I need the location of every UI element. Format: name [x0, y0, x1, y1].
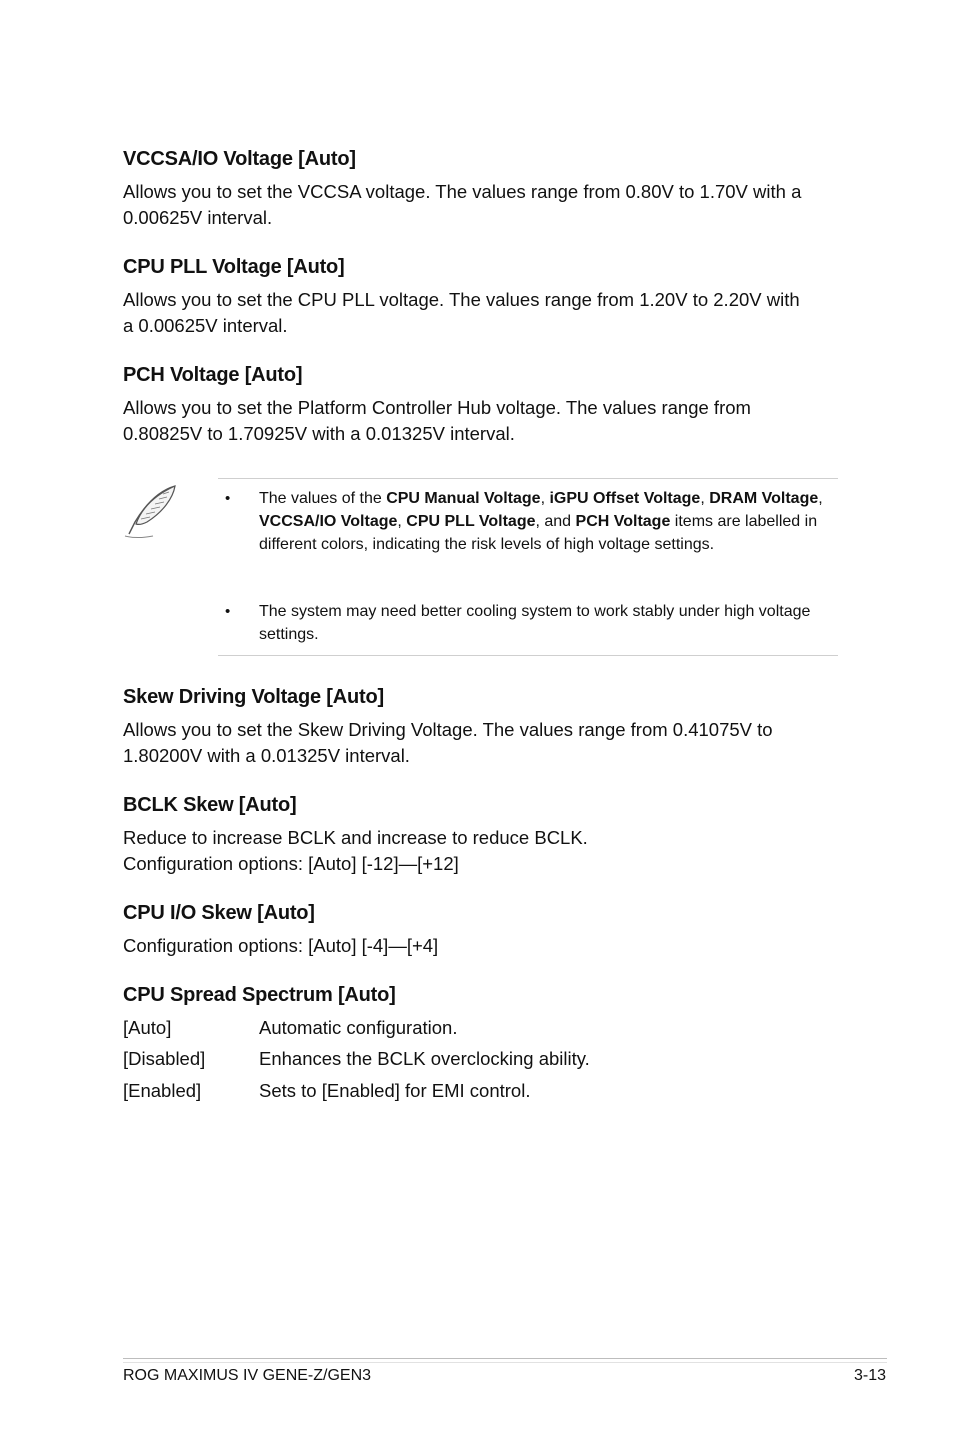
section-text-cpu-io-skew: Configuration options: [Auto] [-4]—[+4]: [123, 935, 439, 956]
option-description: Sets to [Enabled] for EMI control.: [259, 1080, 531, 1101]
section-text-skew-driving: Allows you to set the Skew Driving Voltage. The values range from 0.41075V to 1.80200V with a 0.01325V interval.: [123, 719, 773, 766]
option-key: [Disabled]: [123, 1048, 206, 1069]
section-text-pch: Allows you to set the Platform Controller Hub voltage. The values range from 0.80825V to 1.70925V with a 0.01325V interval.: [123, 397, 751, 444]
note-bullet: •: [225, 490, 231, 507]
section-title-pch: PCH Voltage [Auto]: [123, 364, 303, 386]
note-item-1: The values of the CPU Manual Voltage, iGPU Offset Voltage, DRAM Voltage, VCCSA/IO Voltage, CPU PLL Voltage, and PCH Voltage items are labelled in different colors, indicating the risk levels of high voltage settings.: [259, 490, 823, 553]
section-text-vccsa: Allows you to set the VCCSA voltage. The values range from 0.80V to 1.70V with a 0.00625V interval.: [123, 181, 802, 228]
section-title-cpu-pll: CPU PLL Voltage [Auto]: [123, 256, 345, 278]
footer-product-name: ROG MAXIMUS IV GENE-Z/GEN3: [123, 1367, 372, 1384]
note-item-2: The system may need better cooling system to work stably under high voltage settings.: [259, 603, 811, 643]
note-bullet: •: [225, 603, 231, 620]
section-title-vccsa: VCCSA/IO Voltage [Auto]: [123, 148, 356, 170]
section-text-cpu-pll: Allows you to set the CPU PLL voltage. The values range from 1.20V to 2.20V with a 0.00625V interval.: [123, 289, 800, 336]
section-title-bclk-skew: BCLK Skew [Auto]: [123, 794, 297, 816]
section-text-bclk-skew: Reduce to increase BCLK and increase to reduce BCLK. Configuration options: [Auto] [-12]—[+12]: [123, 827, 588, 874]
footer-divider: [123, 1358, 887, 1363]
footer-page-number: 3-13: [853, 1367, 886, 1384]
section-title-skew-driving: Skew Driving Voltage [Auto]: [123, 686, 384, 708]
option-key: [Enabled]: [123, 1080, 202, 1101]
option-description: Enhances the BCLK overclocking ability.: [259, 1048, 590, 1069]
section-title-cpu-spread-spectrum: CPU Spread Spectrum [Auto]: [123, 984, 396, 1006]
section-title-cpu-io-skew: CPU I/O Skew [Auto]: [123, 902, 315, 924]
feather-pen-icon: [123, 482, 181, 540]
option-key: [Auto]: [123, 1017, 172, 1038]
option-description: Automatic configuration.: [259, 1017, 458, 1038]
